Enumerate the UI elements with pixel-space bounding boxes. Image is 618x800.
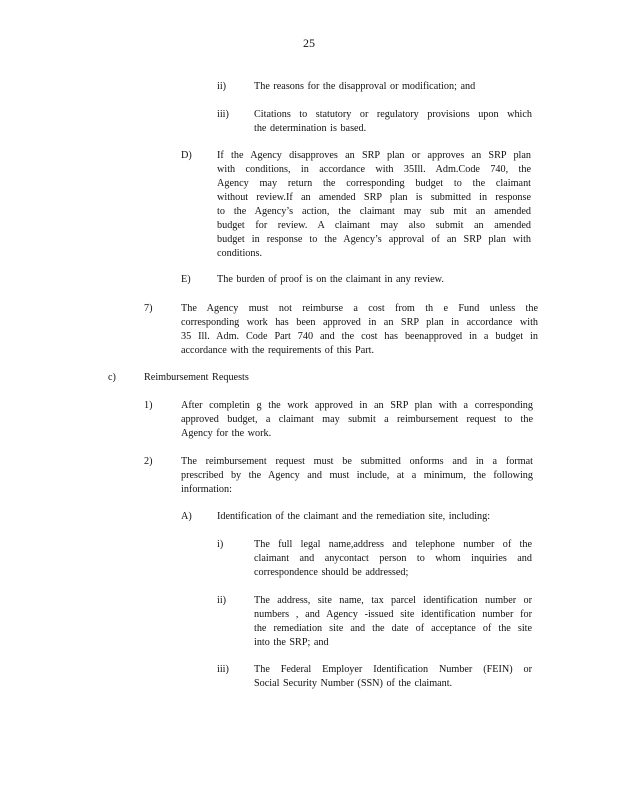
- item-label: D): [181, 150, 192, 161]
- item-text: [254, 594, 532, 650]
- item-label: c): [108, 372, 116, 383]
- item-label: 7): [144, 303, 153, 314]
- item-text: [181, 455, 533, 497]
- item-text: [217, 510, 531, 524]
- text-line: The full legal name,address and telephone number of the: [254, 539, 532, 550]
- item-label: iii): [217, 109, 229, 120]
- item-label: A): [181, 511, 192, 522]
- text-line: conditions.: [217, 248, 262, 259]
- item-text: [254, 108, 532, 136]
- text-line: accordance with the requirements of this Part.: [181, 345, 374, 356]
- item-text: [217, 149, 531, 261]
- text-line: Identification of the claimant and the remediation site, including:: [217, 511, 491, 522]
- text-line: with conditions, in accordance with 35Ill. Adm.Code 740, the: [217, 164, 531, 175]
- item-label: E): [181, 274, 191, 285]
- item-label: 2): [144, 456, 153, 467]
- text-line: information:: [181, 484, 232, 495]
- text-line: Agency for the work.: [181, 428, 272, 439]
- text-line: approved budget, a claimant may submit a reimbursement request to the: [181, 414, 533, 425]
- item-text: [217, 273, 531, 287]
- text-line: 35 Ill. Adm. Code Part 740 and the cost has beenapproved in a budget in: [181, 331, 538, 342]
- text-line: The reimbursement request must be submitted onforms and in a format: [181, 456, 533, 467]
- item-text: [181, 302, 538, 358]
- item-text: [254, 538, 532, 580]
- text-line: corresponding work has been approved in an SRP plan in accordance with: [181, 317, 538, 328]
- item-label: ii): [217, 81, 227, 92]
- text-line: If the Agency disapproves an SRP plan or approves an SRP plan: [217, 150, 531, 161]
- text-line: claimant and anycontact person to whom inquiries and: [254, 553, 532, 564]
- item-text: [254, 663, 532, 691]
- text-line: The reasons for the disapproval or modification; and: [254, 81, 476, 92]
- text-line: After completin g the work approved in an SRP plan with a corresponding: [181, 400, 533, 411]
- item-text: [144, 371, 344, 385]
- text-line: correspondence should be addressed;: [254, 567, 409, 578]
- item-text: [254, 80, 532, 94]
- text-line: into the SRP; and: [254, 637, 329, 648]
- text-line: The Agency must not reimburse a cost from th e Fund unless the: [181, 303, 538, 314]
- text-line: The address, site name, tax parcel identification number or: [254, 595, 532, 606]
- text-line: Reimbursement Requests: [144, 372, 249, 383]
- text-line: to the Agency’s action, the claimant may sub mit an amended: [217, 206, 531, 217]
- item-label: iii): [217, 664, 229, 675]
- text-line: The Federal Employer Identification Number (FEIN) or: [254, 664, 532, 675]
- item-label: 1): [144, 400, 153, 411]
- text-line: the remediation site and the date of acceptance of the site: [254, 623, 532, 634]
- text-line: prescribed by the Agency and must include, at a minimum, the following: [181, 470, 533, 481]
- text-line: Agency may return the corresponding budget to the claimant: [217, 178, 531, 189]
- text-line: Social Security Number (SSN) of the claimant.: [254, 678, 453, 689]
- item-label: ii): [217, 595, 227, 606]
- text-line: budget for review. A claimant may also submit an amended: [217, 220, 531, 231]
- text-line: budget in response to the Agency’s approval of an SRP plan with: [217, 234, 531, 245]
- text-line: without review.If an amended SRP plan is submitted in response: [217, 192, 531, 203]
- text-line: numbers , and Agency -issued site identification number for: [254, 609, 532, 620]
- item-text: [181, 399, 533, 441]
- text-line: Citations to statutory or regulatory provisions upon which: [254, 109, 532, 120]
- item-label: i): [217, 539, 224, 550]
- text-line: The burden of proof is on the claimant in any review.: [217, 274, 444, 285]
- text-line: the determination is based.: [254, 123, 367, 134]
- page-number: 25: [303, 36, 315, 50]
